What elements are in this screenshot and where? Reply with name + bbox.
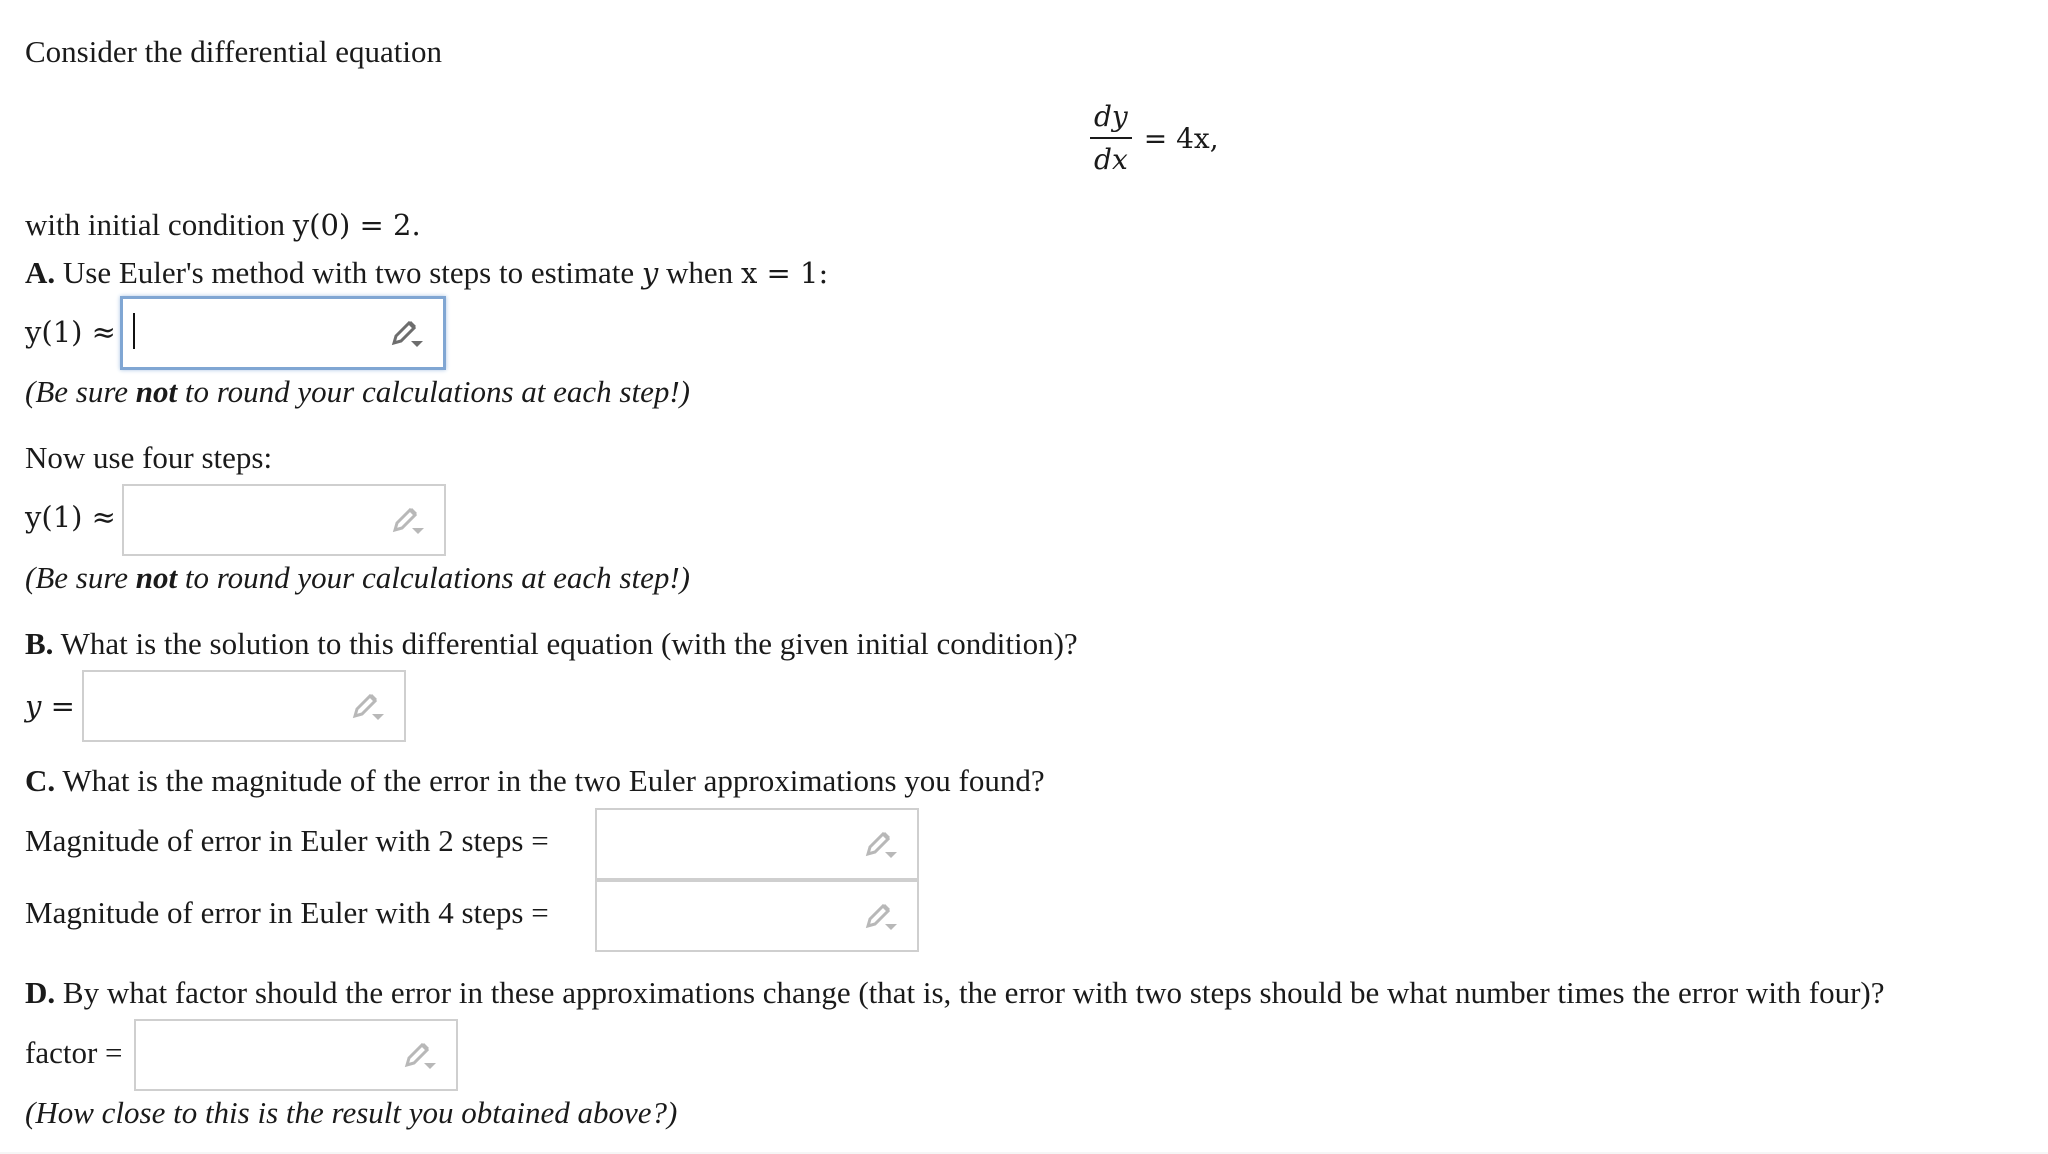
part-d-label: D. xyxy=(25,975,56,1010)
note-emphasis: not xyxy=(135,560,178,595)
pencil-dropdown-icon[interactable] xyxy=(391,319,425,349)
part-a-var: y xyxy=(641,256,659,290)
err4-label-text: Magnitude of error in Euler with 4 steps = xyxy=(25,895,549,930)
four-steps-label: y(1) ≈ xyxy=(25,500,116,534)
fraction-numerator: dy xyxy=(1094,100,1128,133)
solution-answer-box[interactable] xyxy=(82,670,406,742)
part-c-question xyxy=(25,761,1045,801)
note-text-end: to round your calculations at each step!) xyxy=(177,560,690,595)
factor-note-text: (How close to this is the result you obtained above?) xyxy=(25,1095,678,1130)
part-c-label: C. xyxy=(25,763,56,798)
part-d-question xyxy=(25,973,1885,1013)
part-b-question xyxy=(25,624,1078,664)
intro-sentence: Consider the differential equation xyxy=(25,34,442,69)
pencil-dropdown-icon[interactable] xyxy=(865,902,899,932)
part-a-question xyxy=(25,253,828,293)
factor-note xyxy=(25,1093,677,1133)
factor-label-text: factor = xyxy=(25,1035,123,1070)
part-a-text: Use Euler's method with two steps to estimate xyxy=(55,255,642,290)
factor-label xyxy=(25,1033,123,1073)
part-a-text-mid: when xyxy=(658,255,741,290)
error-2-steps-answer-box[interactable] xyxy=(595,808,919,880)
four-steps-text: Now use four steps: xyxy=(25,440,273,475)
four-steps-note xyxy=(25,558,690,598)
solution-label: y = xyxy=(25,689,75,723)
two-steps-note xyxy=(25,372,690,412)
note-emphasis: not xyxy=(135,374,178,409)
part-b-text: What is the solution to this differential equation (with the given initial condition)? xyxy=(53,626,1078,661)
initial-condition xyxy=(25,205,421,245)
intro-text xyxy=(25,32,442,72)
four-steps-answer-box[interactable] xyxy=(122,484,446,556)
note-text: (Be sure xyxy=(25,374,136,409)
two-steps-answer-box[interactable] xyxy=(120,296,446,370)
err2-label-text: Magnitude of error in Euler with 2 steps = xyxy=(25,823,549,858)
two-steps-lhs xyxy=(25,312,116,352)
four-steps-lhs xyxy=(25,497,116,537)
pencil-dropdown-icon[interactable] xyxy=(352,692,386,722)
fraction-denominator: dx xyxy=(1090,137,1132,176)
error-4-steps-answer-box[interactable] xyxy=(595,880,919,952)
initial-condition-text: with initial condition xyxy=(25,207,293,242)
initial-condition-math: y(0) = 2. xyxy=(292,208,421,242)
part-a-label: A. xyxy=(25,255,56,290)
part-a-math: x = 1: xyxy=(740,256,829,290)
part-c-text: What is the magnitude of the error in the two Euler approximations you found? xyxy=(55,763,1045,798)
note-text-end: to round your calculations at each step!) xyxy=(177,374,690,409)
equation-rhs: = 4x, xyxy=(1143,121,1219,155)
note-text: (Be sure xyxy=(25,560,136,595)
differential-equation xyxy=(1090,100,1219,176)
part-d-text: By what factor should the error in these approximations change (that is, the error with two steps should be what number times the error with four)? xyxy=(55,975,1885,1010)
error-4-steps-label xyxy=(25,893,549,933)
pencil-dropdown-icon[interactable] xyxy=(404,1041,438,1071)
factor-answer-box[interactable] xyxy=(134,1019,458,1091)
part-b-label: B. xyxy=(25,626,54,661)
derivative-fraction xyxy=(1090,100,1132,176)
pencil-dropdown-icon[interactable] xyxy=(392,506,426,536)
error-2-steps-label xyxy=(25,821,549,861)
pencil-dropdown-icon[interactable] xyxy=(865,830,899,860)
two-steps-label: y(1) ≈ xyxy=(25,315,116,349)
text-cursor xyxy=(133,313,135,349)
four-steps-prompt xyxy=(25,438,272,478)
solution-lhs xyxy=(25,686,75,726)
